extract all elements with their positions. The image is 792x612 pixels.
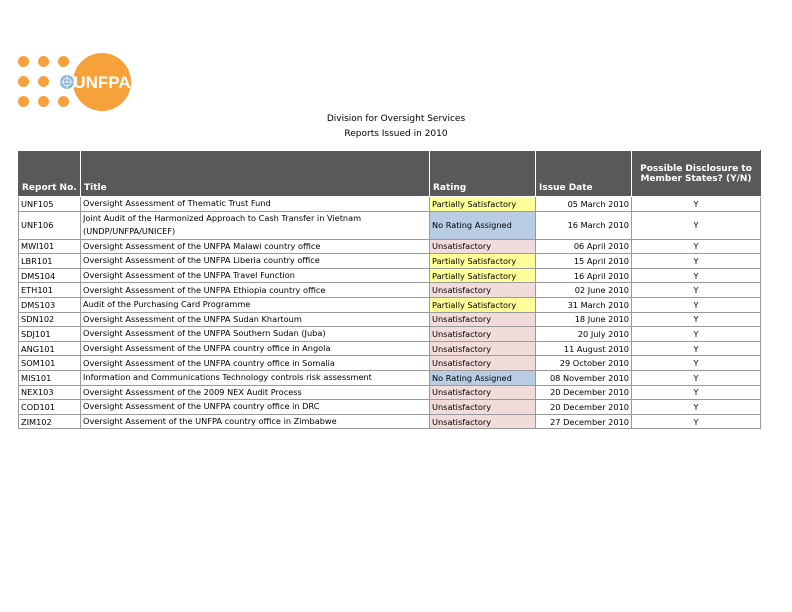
rating-cell: Partially Satisfactory — [430, 297, 536, 312]
issue-date-cell: 02 June 2010 — [536, 283, 632, 298]
table-row — [19, 211, 761, 239]
issue-date-cell: 16 March 2010 — [536, 211, 632, 239]
unfpa-emblem-icon — [56, 53, 136, 111]
disclosure-cell: Y — [632, 414, 761, 429]
rating-cell: Unsatisfactory — [430, 312, 536, 327]
title-cell: Oversight Assessment of the UNFPA Travel Function — [81, 268, 430, 283]
title-cell: Oversight Assessment of the UNFPA Southern Sudan (Juba) — [81, 327, 430, 342]
table-row — [19, 341, 761, 356]
unfpa-logo — [14, 50, 144, 114]
report-no-cell: ETH101 — [19, 283, 81, 298]
issue-date-cell: 05 March 2010 — [536, 197, 632, 212]
title-cell: Oversight Assessment of the 2009 NEX Audit Process — [81, 385, 430, 400]
disclosure-cell: Y — [632, 268, 761, 283]
report-no-cell: SDN102 — [19, 312, 81, 327]
issue-date-cell: 18 June 2010 — [536, 312, 632, 327]
table-row — [19, 197, 761, 212]
issue-date-cell: 31 March 2010 — [536, 297, 632, 312]
table-row — [19, 283, 761, 298]
disclosure-cell: Y — [632, 312, 761, 327]
disclosure-cell: Y — [632, 327, 761, 342]
table-row — [19, 414, 761, 429]
issue-date-cell: 29 October 2010 — [536, 356, 632, 371]
disclosure-cell: Y — [632, 385, 761, 400]
title-cell: Audit of the Purchasing Card Programme — [81, 297, 430, 312]
rating-cell: Partially Satisfactory — [430, 254, 536, 269]
rating-cell: Unsatisfactory — [430, 283, 536, 298]
table-row — [19, 356, 761, 371]
issue-date-cell: 20 December 2010 — [536, 385, 632, 400]
report-no-cell: UNF106 — [19, 211, 81, 239]
table-row — [19, 327, 761, 342]
table-header-row — [19, 151, 761, 197]
disclosure-cell: Y — [632, 400, 761, 415]
report-no-cell: DMS103 — [19, 297, 81, 312]
column-header-title: Title — [81, 151, 430, 197]
issue-date-cell: 27 December 2010 — [536, 414, 632, 429]
disclosure-cell: Y — [632, 197, 761, 212]
document-header — [0, 112, 792, 142]
rating-cell: Unsatisfactory — [430, 327, 536, 342]
table-row — [19, 385, 761, 400]
issue-date-cell: 11 August 2010 — [536, 341, 632, 356]
report-no-cell: UNF105 — [19, 197, 81, 212]
disclosure-cell: Y — [632, 283, 761, 298]
disclosure-cell: Y — [632, 297, 761, 312]
disclosure-cell: Y — [632, 254, 761, 269]
column-header-rating: Rating — [430, 151, 536, 197]
table-row — [19, 268, 761, 283]
disclosure-cell: Y — [632, 239, 761, 254]
title-cell: Oversight Assessment of the UNFPA country office in Somalia — [81, 356, 430, 371]
title-cell: Information and Communications Technology controls risk assessment — [81, 370, 430, 385]
report-no-cell: SDJ101 — [19, 327, 81, 342]
disclosure-cell: Y — [632, 341, 761, 356]
disclosure-cell: Y — [632, 211, 761, 239]
report-no-cell: LBR101 — [19, 254, 81, 269]
title-cell: Oversight Assessment of the UNFPA Ethiopia country office — [81, 283, 430, 298]
table-row — [19, 400, 761, 415]
rating-cell: No Rating Assigned — [430, 370, 536, 385]
issue-date-cell: 08 November 2010 — [536, 370, 632, 385]
title-cell: Oversight Assessment of Thematic Trust Fund — [81, 197, 430, 212]
table-row — [19, 370, 761, 385]
table-row — [19, 239, 761, 254]
column-header-issue-date: Issue Date — [536, 151, 632, 197]
title-cell: Oversight Assement of the UNFPA country office in Zimbabwe — [81, 414, 430, 429]
issue-date-cell: 16 April 2010 — [536, 268, 632, 283]
report-no-cell: MIS101 — [19, 370, 81, 385]
title-cell: Oversight Assessment of the UNFPA country office in Angola — [81, 341, 430, 356]
rating-cell: No Rating Assigned — [430, 211, 536, 239]
rating-cell: Partially Satisfactory — [430, 268, 536, 283]
title-cell: Joint Audit of the Harmonized Approach to Cash Transfer in Vietnam (UNDP/UNFPA/UNICEF) — [81, 211, 430, 239]
report-no-cell: SOM101 — [19, 356, 81, 371]
disclosure-cell: Y — [632, 370, 761, 385]
report-no-cell: ANG101 — [19, 341, 81, 356]
report-no-cell: DMS104 — [19, 268, 81, 283]
table-row — [19, 297, 761, 312]
disclosure-cell: Y — [632, 356, 761, 371]
report-no-cell: NEX103 — [19, 385, 81, 400]
rating-cell: Unsatisfactory — [430, 341, 536, 356]
issue-date-cell: 20 July 2010 — [536, 327, 632, 342]
rating-cell: Unsatisfactory — [430, 385, 536, 400]
issue-date-cell: 15 April 2010 — [536, 254, 632, 269]
logo-text: UNFPA — [73, 73, 131, 92]
report-no-cell: MWI101 — [19, 239, 81, 254]
title-cell: Oversight Assessment of the UNFPA Malawi country office — [81, 239, 430, 254]
table-row — [19, 254, 761, 269]
report-no-cell: ZIM102 — [19, 414, 81, 429]
rating-cell: Unsatisfactory — [430, 400, 536, 415]
rating-cell: Unsatisfactory — [430, 414, 536, 429]
title-cell: Oversight Assessment of the UNFPA Sudan Khartoum — [81, 312, 430, 327]
issue-date-cell: 06 April 2010 — [536, 239, 632, 254]
column-header-disclosure: Possible Disclosure to Member States? (Y/N) — [632, 151, 761, 197]
title-cell: Oversight Assessment of the UNFPA Liberia country office — [81, 254, 430, 269]
column-header-report-no: Report No. — [19, 151, 81, 197]
header-division: Division for Oversight Services — [326, 114, 466, 124]
rating-cell: Unsatisfactory — [430, 239, 536, 254]
report-no-cell: COD101 — [19, 400, 81, 415]
rating-cell: Unsatisfactory — [430, 356, 536, 371]
table-row — [19, 312, 761, 327]
reports-table — [18, 150, 761, 429]
header-subtitle: Reports Issued in 2010 — [344, 129, 448, 139]
issue-date-cell: 20 December 2010 — [536, 400, 632, 415]
title-cell: Oversight Assessment of the UNFPA country office in DRC — [81, 400, 430, 415]
rating-cell: Partially Satisfactory — [430, 197, 536, 212]
